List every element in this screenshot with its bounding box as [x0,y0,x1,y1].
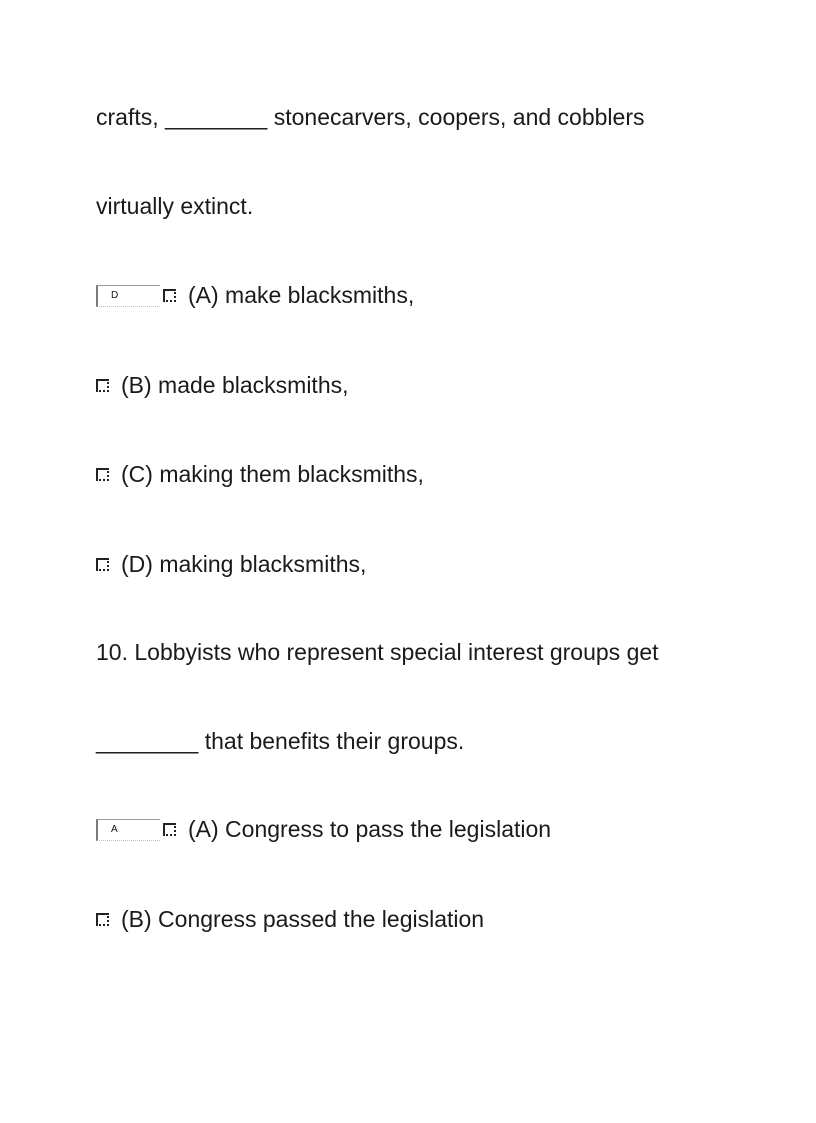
checkbox-icon[interactable] [163,823,176,836]
checkbox-icon[interactable] [96,558,109,571]
option-row-c[interactable] [96,460,424,488]
option-label: (D) making blacksmiths, [121,551,367,577]
answer-input[interactable] [96,819,160,841]
question-text-line: virtually extinct. [96,193,254,219]
checkbox-icon[interactable] [96,468,109,481]
option-label: (A) Congress to pass the legislation [188,816,552,842]
option-row-b[interactable] [96,371,349,399]
option-row-a[interactable] [96,281,414,309]
question-text-line: crafts, ________ stonecarvers, coopers, and cobblers [96,104,645,130]
checkbox-icon[interactable] [163,289,176,302]
checkbox-icon[interactable] [96,913,109,926]
question-text-line: 10. Lobbyists who represent special interest groups get [96,639,659,665]
answer-input[interactable] [96,285,160,307]
answer-value: A [111,824,118,835]
option-label: (C) making them blacksmiths, [121,461,424,487]
question-text-line: ________ that benefits their groups. [96,728,465,754]
checkbox-icon[interactable] [96,379,109,392]
option-row-d[interactable] [96,550,366,578]
option-label: (A) make blacksmiths, [188,282,415,308]
option-row-a[interactable] [96,815,551,843]
option-row-b[interactable] [96,905,484,933]
answer-value: D [111,290,119,301]
option-label: (B) made blacksmiths, [121,372,349,398]
option-label: (B) Congress passed the legislation [121,906,485,932]
